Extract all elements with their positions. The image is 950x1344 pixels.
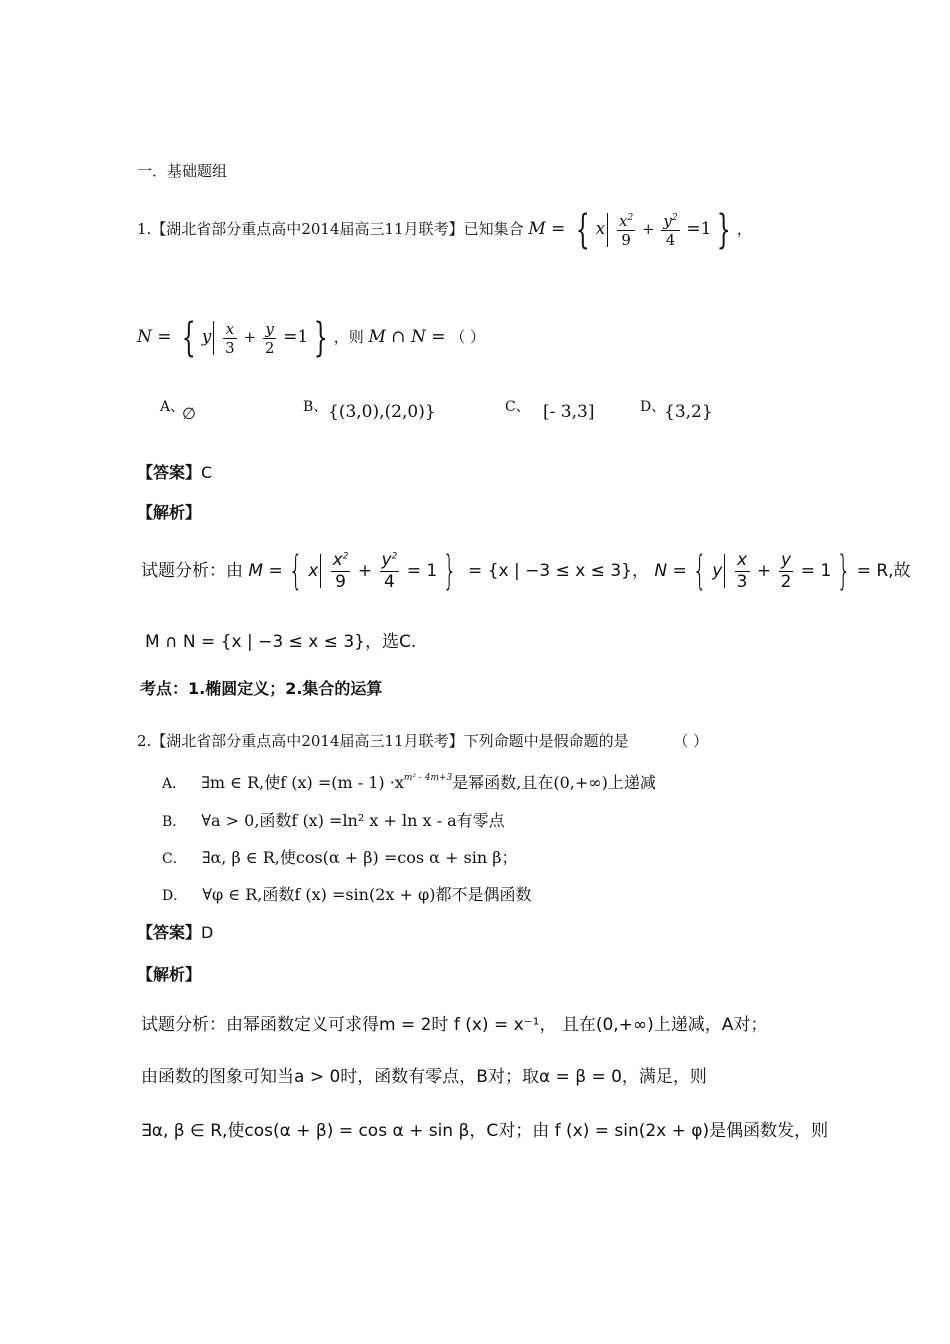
q1-kaodian: 考点：1.椭圆定义；2.集合的运算 (140, 679, 383, 698)
q1-eq1: =1 (686, 219, 712, 239)
q1-opt-b-label: B、 (303, 399, 328, 415)
q1-n-bar (213, 321, 214, 355)
q1-intersect: M ∩ N = (368, 327, 446, 347)
q1-set-n-var: y (201, 327, 212, 347)
q1-frac-x3: $\frac{x}{3}$ (225, 319, 235, 357)
q1-an-lbrace: { (288, 548, 303, 594)
q1-an-eq2: = 1 (800, 561, 832, 581)
q1-prefix: 1.【湖北省部分重点高中2014届高三11月联考】已知集合 (137, 220, 524, 238)
q1-opt-a-label: A、 (160, 399, 185, 415)
q1-an-m: M = (248, 561, 283, 581)
q1-frac-y2b: $\frac{y}{2}$ (264, 319, 275, 357)
q1-analysis-1-mid: = {x | −3 ≤ x ≤ 3}， (468, 561, 649, 581)
q1-analysis-1-suffix: = R,故 (856, 561, 911, 581)
q2-opt-b (162, 808, 505, 831)
section-title: 一．基础题组 (137, 162, 228, 180)
q1-plus-2: + (243, 328, 257, 346)
q1-opt-d-label: D、 (640, 399, 666, 415)
q1-set-m-var: x (595, 219, 606, 239)
q1-eq1-2: =1 (283, 327, 309, 347)
q2-opt-a-math: ∃m ∈ R,使f (x) =(m - 1) ·x (201, 773, 404, 792)
q2-analysis-line3: ∃α, β ∈ R,使cos(α + β) = cos α + sin β，C对；由 f (x) = sin(2x + φ)是偶函数发，则 (141, 1121, 829, 1141)
q1-an-x: x (308, 561, 319, 581)
q1-answer-label: 【答案】 (137, 463, 202, 482)
q2-opt-b-label: B． (162, 814, 187, 830)
q1-answer-row (137, 460, 212, 483)
q1-an-n-rbrace: } (836, 548, 851, 594)
q1-n-left-brace: { (182, 315, 197, 361)
q2-answer: D (201, 923, 214, 942)
q2-analysis-label: 【解析】 (137, 965, 202, 984)
q2-opt-a-text: 是幂函数,且在(0,+∞)上递减 (452, 773, 656, 792)
q2-opt-d-math: ∀φ ∈ R,函数f (x) =sin(2x + φ)都不是偶函数 (202, 885, 532, 904)
q1-comma: ， (736, 220, 752, 238)
q1-an-n: N = (654, 561, 687, 581)
q2-opt-b-math: ∀a > 0,函数f (x) =ln² x + ln x - a有零点 (201, 811, 505, 830)
q1-frac-x2: $\frac{x^2}{9}$ (619, 211, 634, 249)
q1-paren: （ ） (450, 328, 486, 346)
q1-an-frac3: $\frac{x}{3}$ (736, 550, 748, 592)
q2-stem (137, 730, 708, 751)
q2-opt-d-label: D． (162, 888, 188, 904)
q1-an-eq: = 1 (406, 561, 438, 581)
q2-analysis-line1: 试题分析：由幂函数定义可求得m = 2时 f (x) = x⁻¹， 且在(0,+∞)上递减，A对； (141, 1015, 768, 1035)
q1-an-y: y (712, 561, 723, 581)
q2-opt-a (162, 770, 656, 793)
q1-an-frac2: $\frac{y^2}{4}$ (381, 550, 398, 592)
q1-opt-c: [- 3,3] (543, 402, 595, 422)
q2-opt-c-label: C． (162, 851, 187, 867)
q2-paren: （ ） (673, 732, 709, 750)
q1-answer: C (201, 463, 213, 482)
q1-right-brace: } (717, 207, 732, 253)
q1-an-frac4: $\frac{y}{2}$ (780, 550, 792, 592)
q1-plus: + (642, 220, 655, 238)
q1-left-brace: { (575, 207, 590, 253)
q2-opt-c (162, 845, 518, 868)
q2-opt-a-exp: m² - 4m+3 (403, 773, 453, 783)
q1-stem-line2 (137, 315, 486, 361)
q2-answer-label: 【答案】 (137, 923, 202, 942)
q1-analysis-label: 【解析】 (137, 503, 202, 522)
q2-analysis-line2: 由函数的图象可知当a > 0时，函数有零点，B对；取α = β = 0，满足，则 (141, 1067, 707, 1087)
q1-an-plus-2: + (756, 561, 772, 581)
q1-an-frac1: $\frac{x^2}{9}$ (332, 550, 349, 592)
q1-then: ，则 (333, 328, 364, 346)
q2-answer-row (137, 920, 213, 943)
q1-analysis-line2: M ∩ N = {x | −3 ≤ x ≤ 3}，选C. (145, 632, 417, 652)
q1-an-rbrace: } (442, 548, 457, 594)
q1-an-plus: + (357, 561, 373, 581)
q1-opt-d: {3,2} (664, 402, 713, 422)
q1-opt-a: ∅ (182, 404, 196, 423)
q1-opt-b: {(3,0),(2,0)} (328, 402, 436, 422)
q1-bar (607, 213, 608, 247)
q1-set-n-lhs: N = (137, 327, 172, 347)
q1-an-bar (320, 554, 321, 588)
q1-analysis-line1 (141, 546, 911, 596)
q1-an-n-lbrace: { (692, 548, 707, 594)
q2-opt-c-math: ∃α, β ∈ R,使cos(α + β) =cos α + sin β； (201, 848, 518, 867)
q2-opt-d (162, 882, 531, 905)
q1-an-n-bar (724, 554, 725, 588)
q2-opt-a-label: A． (162, 776, 187, 792)
q1-frac-y2: $\frac{y^2}{4}$ (663, 211, 678, 249)
q1-n-right-brace: } (313, 315, 328, 361)
q1-analysis-1-prefix: 试题分析：由 (141, 561, 243, 581)
q1-stem (137, 207, 752, 253)
q1-opt-c-label: C、 (505, 399, 530, 415)
q1-set-m-lhs: M = (528, 219, 566, 239)
q2-prefix: 2.【湖北省部分重点高中2014届高三11月联考】下列命题中是假命题的是 (137, 732, 629, 750)
